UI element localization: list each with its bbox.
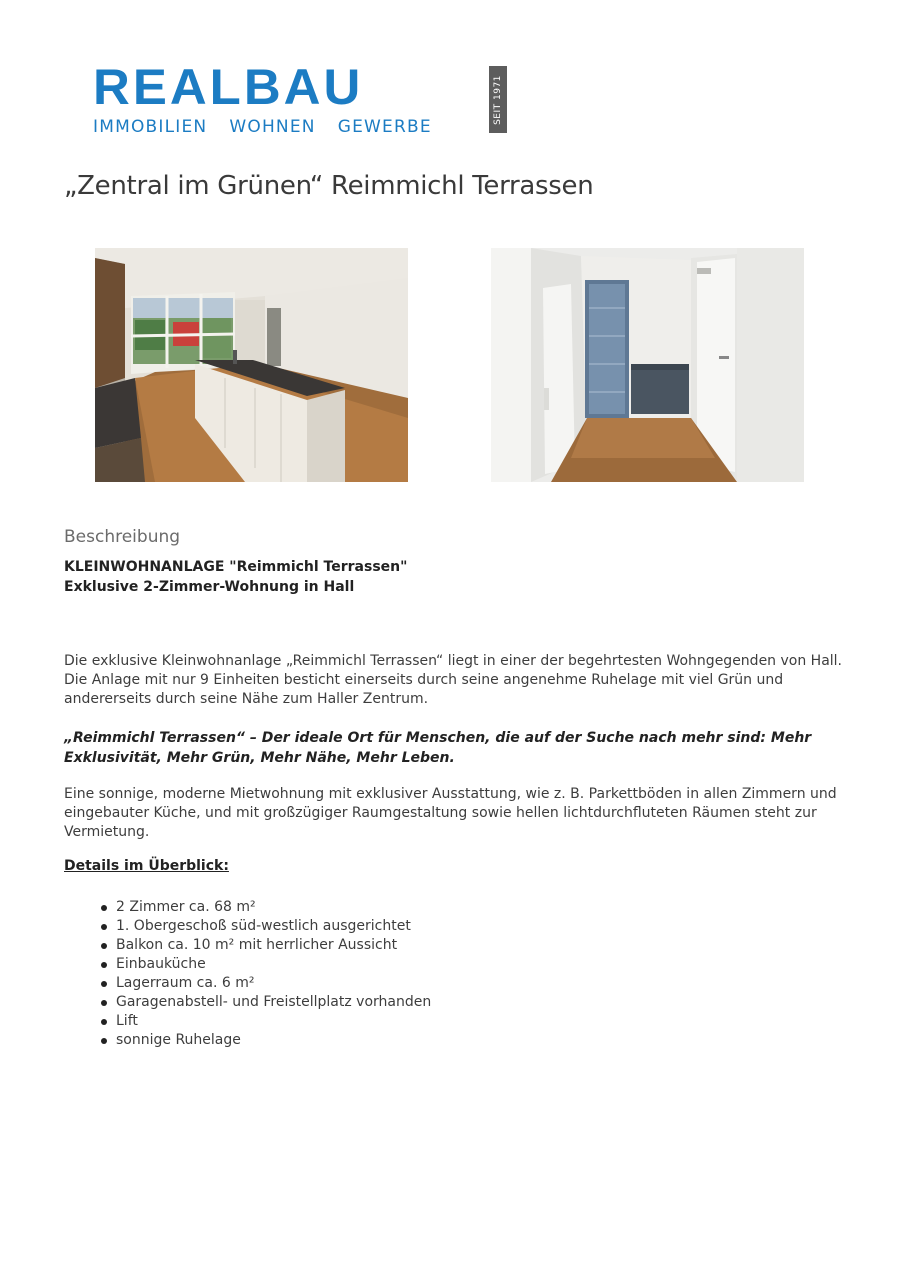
realbau-logo <box>93 59 513 138</box>
description-paragraph-1: Die exklusive Kleinwohnanlage „Reimmichl Terrassen“ liegt in einer der begehrtesten Wohngegenden von Hall. Die Anlage mit nur 9 Einheiten besticht einerseits durch seine angenehme Ruhelage mit viel Grün und andererseits durch seine Nähe zum Haller Zentrum. <box>64 653 843 707</box>
logo-badge <box>489 66 507 133</box>
feature-list <box>101 898 431 1050</box>
hallway-photo-icon <box>491 248 804 482</box>
feature-item: sonnige Ruhelage <box>101 1031 431 1050</box>
feature-item: Balkon ca. 10 m² mit herrlicher Aussicht <box>101 936 431 955</box>
kitchen-photo-icon <box>95 248 408 482</box>
feature-item: 2 Zimmer ca. 68 m² <box>101 898 431 917</box>
kitchen-photo <box>95 248 408 482</box>
feature-item: Garagenabstell- und Freistellplatz vorhanden <box>101 993 431 1012</box>
feature-item: 1. Obergeschoß süd-westlich ausgerichtet <box>101 917 431 936</box>
logo-tagline-item: IMMOBILIEN <box>93 117 208 137</box>
logo-tagline-item: GEWERBE <box>337 117 432 137</box>
feature-item: Lift <box>101 1012 431 1031</box>
description-heading <box>64 557 407 597</box>
page-title: „Zentral im Grünen“ Reimmichl Terrassen <box>64 171 594 201</box>
description-paragraph-2: „Reimmichl Terrassen“ – Der ideale Ort für Menschen, die auf der Suche nach mehr sind: Mehr Exklusivität, Mehr Grün, Mehr Nähe, Mehr Leben. <box>64 730 812 766</box>
hallway-photo <box>491 248 804 482</box>
feature-item: Einbauküche <box>101 955 431 974</box>
logo-badge-text: SEIT 1971 <box>493 74 503 125</box>
description-heading-line1: KLEINWOHNANLAGE "Reimmichl Terrassen" <box>64 559 408 575</box>
logo-tagline <box>93 117 454 137</box>
logo-tagline-item: WOHNEN <box>229 117 316 137</box>
feature-item: Lagerraum ca. 6 m² <box>101 974 431 993</box>
description-heading-line2: Exklusive 2-Zimmer-Wohnung in Hall <box>64 579 355 595</box>
description-paragraph-3: Eine sonnige, moderne Mietwohnung mit exklusiver Ausstattung, wie z. B. Parkettböden in allen Zimmern und eingebauter Küche, und mit großzügiger Raumgestaltung sowie hellen lichtdurchfluteten Räumen steht zur Vermietung. <box>64 786 837 840</box>
section-label-description: Beschreibung <box>64 527 181 547</box>
details-heading: Details im Überblick: <box>64 858 229 874</box>
logo-wordmark: REALBAU <box>93 59 364 115</box>
